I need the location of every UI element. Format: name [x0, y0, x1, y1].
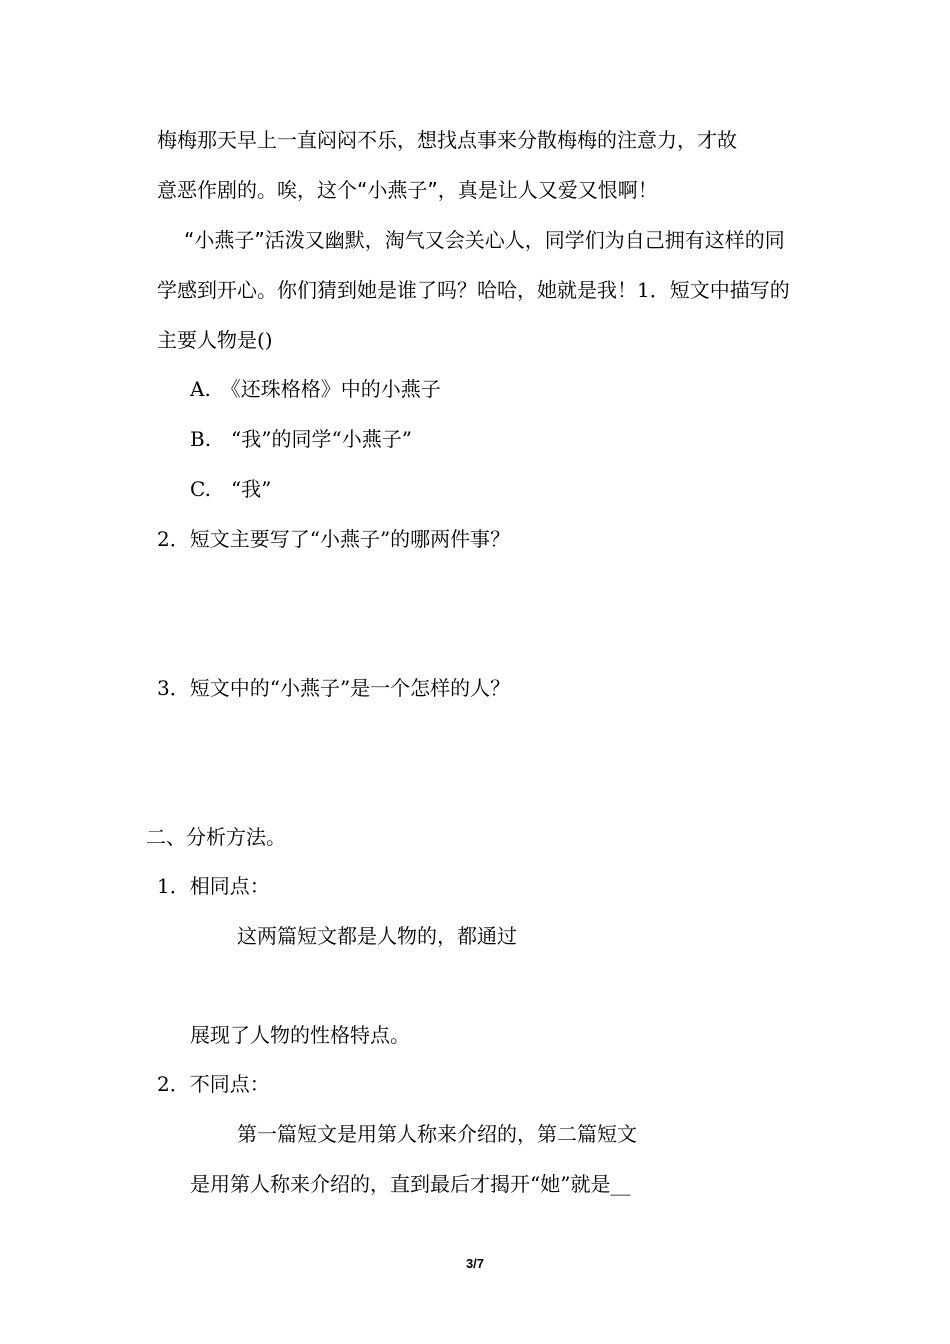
passage-line-4-text: 学感到开心。你们猜到她是谁了吗？哈哈，她就是我！	[157, 278, 637, 302]
passage-line-2: 意恶作剧的。唉，这个“小燕子”，真是让人又爱又恨啊！	[157, 178, 658, 202]
similarities-heading: 1．相同点：	[157, 874, 270, 898]
question-1-option-c: C. “我”	[190, 477, 272, 501]
section-2-title: 二、分析方法。	[146, 825, 286, 849]
differences-line-2: 是用第人称来介绍的，直到最后才揭开“她”就是__	[190, 1172, 631, 1196]
passage-line-3: “小燕子”活泼又幽默，淘气又会关心人，同学们为自己拥有这样的同	[184, 228, 785, 252]
question-2: 2．短文主要写了“小燕子”的哪两件事？	[157, 527, 511, 551]
differences-heading: 2．不同点：	[157, 1072, 270, 1096]
passage-line-4	[157, 278, 790, 302]
question-1-option-b: B. “我”的同学“小燕子”	[190, 427, 412, 451]
question-1-option-a: A. 《还珠格格》中的小燕子	[190, 377, 441, 401]
question-1-stem: 1．短文中描写的	[637, 278, 790, 302]
differences-line-1: 第一篇短文是用第人称来介绍的，第二篇短文	[237, 1122, 637, 1146]
similarities-line-1: 这两篇短文都是人物的，都通过	[237, 924, 517, 948]
similarities-line-2: 展现了人物的性格特点。	[190, 1023, 410, 1047]
passage-line-1: 梅梅那天早上一直闷闷不乐，想找点事来分散梅梅的注意力，才故	[157, 128, 737, 152]
question-1-stem-continued: 主要人物是()	[157, 328, 273, 352]
question-3: 3．短文中的“小燕子”是一个怎样的人？	[157, 676, 511, 700]
page-number: 3/7	[465, 1256, 485, 1271]
